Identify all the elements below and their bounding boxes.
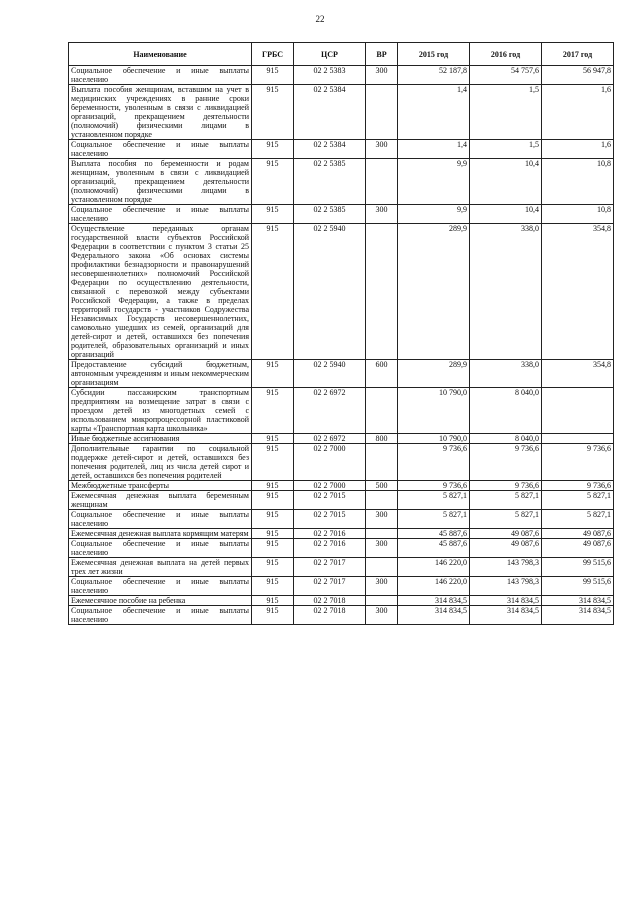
table-row: [69, 491, 614, 510]
table-row: [69, 558, 614, 577]
budget-table: [68, 42, 614, 625]
cell-2017: 314 834,5: [542, 606, 614, 625]
cell-csr: 02 2 7000: [294, 481, 366, 491]
cell-vr: 500: [366, 481, 398, 491]
cell-vr: [366, 388, 398, 434]
cell-name: Ежемесячная денежная выплата беременным женщинам: [69, 491, 252, 510]
cell-2015: 9 736,6: [398, 481, 470, 491]
cell-2017: [542, 388, 614, 434]
header-grbs: ГРБС: [252, 43, 294, 66]
cell-csr: 02 2 7015: [294, 510, 366, 529]
cell-grbs: 915: [252, 539, 294, 558]
cell-grbs: 915: [252, 444, 294, 481]
cell-vr: [366, 85, 398, 140]
page-number: 22: [315, 14, 325, 24]
table-row: [69, 434, 614, 444]
cell-2015: 1,4: [398, 140, 470, 159]
cell-grbs: 915: [252, 577, 294, 596]
table-row: [69, 159, 614, 205]
cell-2015: 289,9: [398, 360, 470, 388]
cell-2017: 49 087,6: [542, 539, 614, 558]
header-2017: 2017 год: [542, 43, 614, 66]
cell-name: Социальное обеспечение и иные выплаты населению: [69, 140, 252, 159]
header-2016: 2016 год: [470, 43, 542, 66]
cell-2017: 99 515,6: [542, 577, 614, 596]
table-row: [69, 577, 614, 596]
cell-2016: 54 757,6: [470, 66, 542, 85]
cell-name: Социальное обеспечение и иные выплаты населению: [69, 66, 252, 85]
cell-csr: 02 2 7016: [294, 529, 366, 539]
cell-vr: 300: [366, 539, 398, 558]
cell-2017: 10,8: [542, 159, 614, 205]
cell-vr: [366, 491, 398, 510]
cell-name: Выплата пособия по беременности и родам женщинам, уволенным в связи с ликвидацией организаций, прекращением деятельности (полномочий) физическими лицами в установленном порядке: [69, 159, 252, 205]
cell-vr: [366, 444, 398, 481]
cell-2017: 99 515,6: [542, 558, 614, 577]
cell-2016: 8 040,0: [470, 388, 542, 434]
cell-csr: 02 2 5385: [294, 159, 366, 205]
cell-grbs: 915: [252, 558, 294, 577]
cell-2015: 314 834,5: [398, 606, 470, 625]
cell-2017: 49 087,6: [542, 529, 614, 539]
cell-2015: 9,9: [398, 159, 470, 205]
cell-grbs: 915: [252, 606, 294, 625]
table-row: [69, 85, 614, 140]
cell-2016: 5 827,1: [470, 491, 542, 510]
table-row: [69, 444, 614, 481]
cell-grbs: 915: [252, 159, 294, 205]
table-row: [69, 224, 614, 360]
cell-csr: 02 2 7000: [294, 444, 366, 481]
cell-2016: 10,4: [470, 205, 542, 224]
table-row: [69, 205, 614, 224]
cell-2015: 10 790,0: [398, 388, 470, 434]
cell-2015: 146 220,0: [398, 558, 470, 577]
cell-2017: 9 736,6: [542, 481, 614, 491]
cell-2015: 314 834,5: [398, 596, 470, 606]
table-row: [69, 606, 614, 625]
cell-2017: [542, 434, 614, 444]
cell-2017: 56 947,8: [542, 66, 614, 85]
cell-name: Ежемесячная денежная выплата на детей первых трех лет жизни: [69, 558, 252, 577]
cell-2017: 5 827,1: [542, 491, 614, 510]
cell-2017: 1,6: [542, 85, 614, 140]
header-name: Наименование: [69, 43, 252, 66]
cell-grbs: 915: [252, 360, 294, 388]
cell-vr: 300: [366, 606, 398, 625]
cell-grbs: 915: [252, 481, 294, 491]
cell-2016: 338,0: [470, 360, 542, 388]
cell-2016: 8 040,0: [470, 434, 542, 444]
cell-vr: [366, 558, 398, 577]
cell-csr: 02 2 5940: [294, 360, 366, 388]
cell-name: Дополнительные гарантии по социальной поддержке детей-сирот и детей, оставшихся без попечения родителей, лиц из числа детей сирот и детей, оставшихся без попечения родителей: [69, 444, 252, 481]
cell-name: Социальное обеспечение и иные выплаты населению: [69, 577, 252, 596]
table-header-row: [69, 43, 614, 66]
cell-name: Иные бюджетные ассигнования: [69, 434, 252, 444]
cell-vr: [366, 159, 398, 205]
cell-2016: 49 087,6: [470, 539, 542, 558]
cell-2016: 143 798,3: [470, 577, 542, 596]
table-row: [69, 539, 614, 558]
cell-vr: [366, 224, 398, 360]
table-row: [69, 140, 614, 159]
cell-name: Социальное обеспечение и иные выплаты населению: [69, 510, 252, 529]
cell-csr: 02 2 5385: [294, 205, 366, 224]
cell-2015: 5 827,1: [398, 491, 470, 510]
cell-csr: 02 2 6972: [294, 434, 366, 444]
cell-2017: 1,6: [542, 140, 614, 159]
cell-name: Осуществление переданных органам государственной власти субъектов Российской Федерации в соответствии с пунктом 3 статьи 25 Федерального закона «Об основах системы профилактики безнадзорности и правонарушений несовершеннолетних» полномочий Российской Федерации по осуществлению деятельности, связанной с перевозкой между субъектами Российской Федерации, а также в пределах территорий государств - участников Содружества Независимых Государств несовершеннолетних, самовольно ушедших из семей, организаций для детей-сирот и детей, оставшихся без попечения родителей, образовательных организаций и иных организаций: [69, 224, 252, 360]
cell-2016: 338,0: [470, 224, 542, 360]
table-row: [69, 388, 614, 434]
cell-2017: 354,8: [542, 360, 614, 388]
cell-csr: 02 2 7018: [294, 606, 366, 625]
cell-2015: 52 187,8: [398, 66, 470, 85]
cell-2015: 5 827,1: [398, 510, 470, 529]
cell-2016: 49 087,6: [470, 529, 542, 539]
cell-csr: 02 2 5384: [294, 85, 366, 140]
table-row: [69, 481, 614, 491]
cell-csr: 02 2 5384: [294, 140, 366, 159]
cell-name: Выплата пособия женщинам, вставшим на учет в медицинских учреждениях в ранние сроки беременности, уволенным в связи с ликвидацией организаций, прекращением деятельности (полномочий) физическими лицами в установленном порядке: [69, 85, 252, 140]
cell-vr: [366, 529, 398, 539]
cell-vr: 300: [366, 205, 398, 224]
cell-2016: 143 798,3: [470, 558, 542, 577]
cell-csr: 02 2 7016: [294, 539, 366, 558]
cell-name: Предоставление субсидий бюджетным, автономным учреждениям и иным некоммерческим организациям: [69, 360, 252, 388]
table-row: [69, 360, 614, 388]
cell-vr: 300: [366, 66, 398, 85]
cell-2016: 1,5: [470, 85, 542, 140]
table-row: [69, 529, 614, 539]
cell-name: Ежемесячная денежная выплата кормящим матерям: [69, 529, 252, 539]
table-row: [69, 66, 614, 85]
cell-2017: 314 834,5: [542, 596, 614, 606]
cell-2016: 314 834,5: [470, 606, 542, 625]
cell-2017: 9 736,6: [542, 444, 614, 481]
cell-name: Социальное обеспечение и иные выплаты населению: [69, 606, 252, 625]
cell-grbs: 915: [252, 510, 294, 529]
table-row: [69, 596, 614, 606]
cell-2016: 314 834,5: [470, 596, 542, 606]
cell-grbs: 915: [252, 66, 294, 85]
cell-grbs: 915: [252, 85, 294, 140]
table-row: [69, 510, 614, 529]
cell-2016: 1,5: [470, 140, 542, 159]
cell-grbs: 915: [252, 596, 294, 606]
cell-2015: 45 887,6: [398, 539, 470, 558]
cell-name: Социальное обеспечение и иные выплаты населению: [69, 205, 252, 224]
cell-vr: 300: [366, 140, 398, 159]
cell-grbs: 915: [252, 434, 294, 444]
cell-2015: 1,4: [398, 85, 470, 140]
cell-2016: 5 827,1: [470, 510, 542, 529]
cell-2015: 10 790,0: [398, 434, 470, 444]
cell-vr: [366, 596, 398, 606]
cell-name: Субсидии пассажирским транспортным предприятиям на возмещение затрат в связи с проездом детей из многодетных семей с использованием микропроцессорной пластиковой карты «Транспортная карта школьника»: [69, 388, 252, 434]
cell-vr: 300: [366, 577, 398, 596]
cell-2015: 9,9: [398, 205, 470, 224]
cell-2015: 289,9: [398, 224, 470, 360]
cell-name: Межбюджетные трансферты: [69, 481, 252, 491]
table-body: [69, 66, 614, 625]
cell-name: Ежемесячное пособие на ребенка: [69, 596, 252, 606]
cell-csr: 02 2 7017: [294, 558, 366, 577]
cell-2016: 10,4: [470, 159, 542, 205]
cell-grbs: 915: [252, 491, 294, 510]
cell-grbs: 915: [252, 529, 294, 539]
cell-csr: 02 2 5940: [294, 224, 366, 360]
cell-grbs: 915: [252, 205, 294, 224]
cell-vr: 800: [366, 434, 398, 444]
header-2015: 2015 год: [398, 43, 470, 66]
cell-2016: 9 736,6: [470, 444, 542, 481]
cell-name: Социальное обеспечение и иные выплаты населению: [69, 539, 252, 558]
cell-grbs: 915: [252, 388, 294, 434]
cell-2016: 9 736,6: [470, 481, 542, 491]
cell-csr: 02 2 5383: [294, 66, 366, 85]
cell-2015: 9 736,6: [398, 444, 470, 481]
cell-csr: 02 2 6972: [294, 388, 366, 434]
cell-2017: 10,8: [542, 205, 614, 224]
header-vr: ВР: [366, 43, 398, 66]
cell-2015: 146 220,0: [398, 577, 470, 596]
cell-csr: 02 2 7018: [294, 596, 366, 606]
header-csr: ЦСР: [294, 43, 366, 66]
cell-csr: 02 2 7017: [294, 577, 366, 596]
cell-2017: 354,8: [542, 224, 614, 360]
cell-grbs: 915: [252, 140, 294, 159]
cell-csr: 02 2 7015: [294, 491, 366, 510]
cell-grbs: 915: [252, 224, 294, 360]
cell-2015: 45 887,6: [398, 529, 470, 539]
cell-2017: 5 827,1: [542, 510, 614, 529]
cell-vr: 600: [366, 360, 398, 388]
cell-vr: 300: [366, 510, 398, 529]
